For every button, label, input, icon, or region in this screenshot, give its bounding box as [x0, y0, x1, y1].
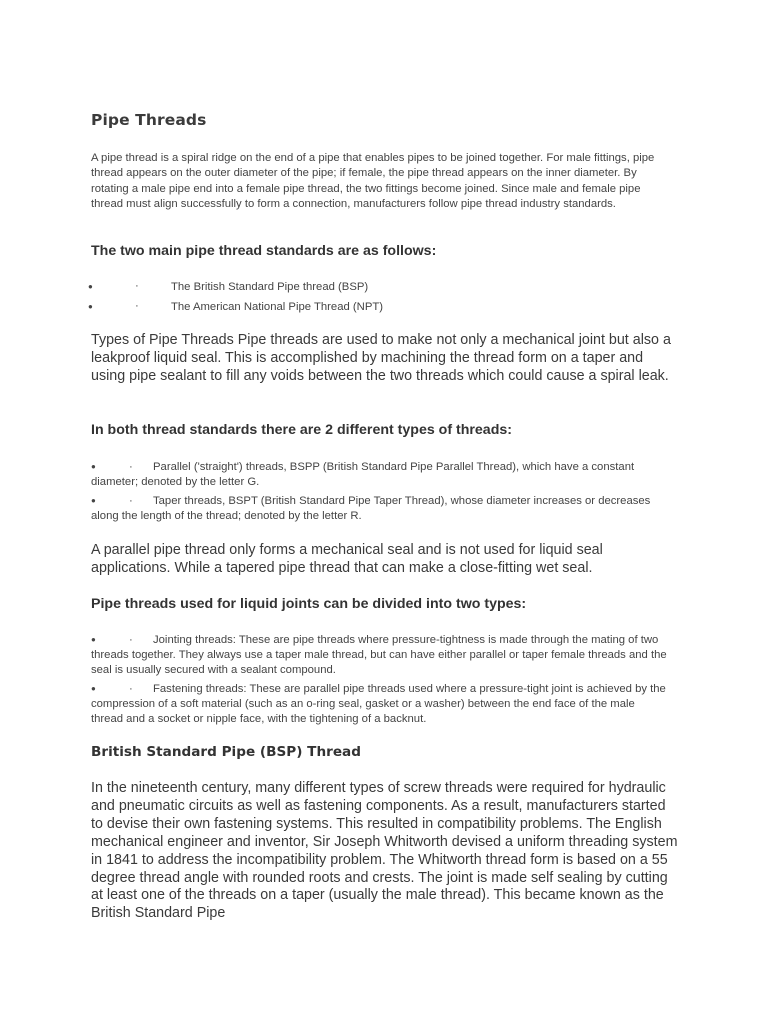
joints-heading: Pipe threads used for liquid joints can be divided into two types: [91, 596, 527, 612]
bsp-paragraph: In the nineteenth century, many different types of screw threads were required for hydraulic and pneumatic circuits as well as fastening components. As a result, manufacturers started to devise their own fastening systems. This resulted in compatibility problems. The English mechanical engineer and inventor, Sir Joseph Whitworth devised a uniform threading system in 1841 to address the incompatibility problem. The Whitworth thread form is based on a 55 degree thread angle with rounded roots and crests. The joint is made self sealing by cutting at least one of the threads on a taper (usually the male thread). This became known as the British Standard Pipe [91, 780, 678, 922]
thread-types-heading: In both thread standards there are 2 different types of threads: [91, 422, 512, 438]
list-item [91, 681, 669, 727]
middle-dot-icon: · [129, 683, 133, 695]
list-item-text: The American National Pipe Thread (NPT) [171, 301, 384, 313]
types-paragraph: Types of Pipe Threads Pipe threads are used to make not only a mechanical joint but also a leakproof liquid seal. This is accomplished by machining the thread form on a taper and using pipe sealant to fill any voids between the two threads which could cause a spiral leak. [91, 332, 671, 384]
list-item [91, 459, 669, 490]
page-title: Pipe Threads [91, 111, 207, 129]
list-item [88, 299, 588, 315]
standards-heading: The two main pipe thread standards are as follows: [91, 243, 437, 259]
middle-dot-icon: · [135, 300, 139, 312]
bsp-heading: British Standard Pipe (BSP) Thread [91, 744, 361, 760]
bullet-icon: ● [91, 635, 96, 644]
middle-dot-icon: · [129, 634, 133, 646]
middle-dot-icon: · [129, 495, 133, 507]
intro-paragraph: A pipe thread is a spiral ridge on the end of a pipe that enables pipes to be joined together. For male fittings, pipe thread appears on the outer diameter of the pipe; if female, the pipe thread appears on the inner diameter. By rotating a male pipe end into a female pipe thread, the two fittings become joined. Since male and female pipe thread must align successfully to form a connection, manufacturers follow pipe thread industry standards. [91, 152, 655, 211]
list-item-text: Taper threads, BSPT (British Standard Pipe Taper Thread), whose diameter increases or decreases along the length of the thread; denoted by the letter R. [91, 495, 651, 523]
bullet-icon: ● [91, 684, 96, 693]
list-item-text: Jointing threads: These are pipe threads where pressure-tightness is made through the mating of two threads together. They always use a taper male thread, but can have either parallel or taper female threads and the seal is usually secured with a sealant compound. [91, 634, 667, 677]
list-item [88, 279, 588, 295]
middle-dot-icon: · [135, 280, 139, 292]
bullet-icon: ● [91, 496, 96, 505]
bullet-icon: ● [88, 302, 93, 311]
bullet-icon: ● [91, 462, 96, 471]
list-item-text: The British Standard Pipe thread (BSP) [171, 281, 369, 293]
bullet-icon: ● [88, 282, 93, 291]
list-item [91, 632, 669, 678]
seal-paragraph: A parallel pipe thread only forms a mechanical seal and is not used for liquid seal applications. While a tapered pipe thread that can make a close-fitting wet seal. [91, 542, 603, 576]
list-item [91, 493, 669, 524]
list-item-text: Parallel ('straight') threads, BSPP (British Standard Pipe Parallel Thread), which have a constant diameter; denoted by the letter G. [91, 461, 635, 489]
list-item-text: Fastening threads: These are parallel pipe threads used where a pressure-tight joint is achieved by the compression of a soft material (such as an o-ring seal, gasket or a washer) between the end face of the male thread and a socket or nipple face, with the tightening of a backnut. [91, 683, 666, 726]
middle-dot-icon: · [129, 461, 133, 473]
